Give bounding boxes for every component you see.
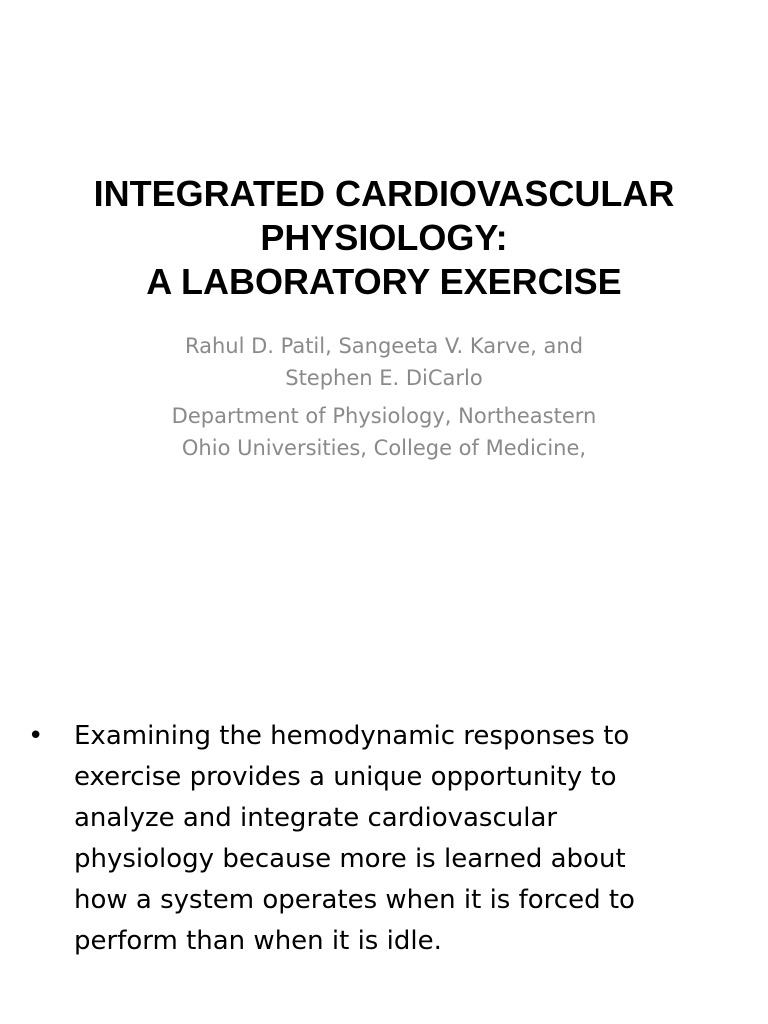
bullet-list [28, 716, 708, 962]
content-slide [0, 512, 768, 1024]
affiliation [96, 400, 672, 464]
bullet-text [74, 716, 635, 962]
affiliation-line: Department of Physiology, Northeastern [171, 404, 597, 428]
title-line: PHYSIOLOGY: [260, 217, 508, 258]
bullet-line: Examining the hemodynamic responses to [74, 721, 630, 751]
bullet-line: perform than when it is idle. [74, 926, 442, 956]
affiliation-line: Ohio Universities, College of Medicine, [181, 436, 587, 460]
bullet-line: physiology because more is learned about [74, 844, 626, 874]
title-line: INTEGRATED CARDIOVASCULAR [93, 173, 675, 214]
bullet-line: analyze and integrate cardiovascular [74, 803, 558, 833]
authors-line: Rahul D. Patil, Sangeeta V. Karve, and [184, 334, 584, 358]
bullet-line: how a system operates when it is forced to [74, 885, 635, 915]
bullet-icon: • [28, 721, 44, 751]
slide-subtitle [96, 330, 672, 470]
slide-title [40, 172, 728, 304]
title-line: A LABORATORY EXERCISE [146, 261, 622, 302]
authors [96, 330, 672, 394]
authors-line: Stephen E. DiCarlo [285, 366, 483, 390]
bullet-line: exercise provides a unique opportunity to [74, 762, 617, 792]
list-item [28, 716, 708, 962]
